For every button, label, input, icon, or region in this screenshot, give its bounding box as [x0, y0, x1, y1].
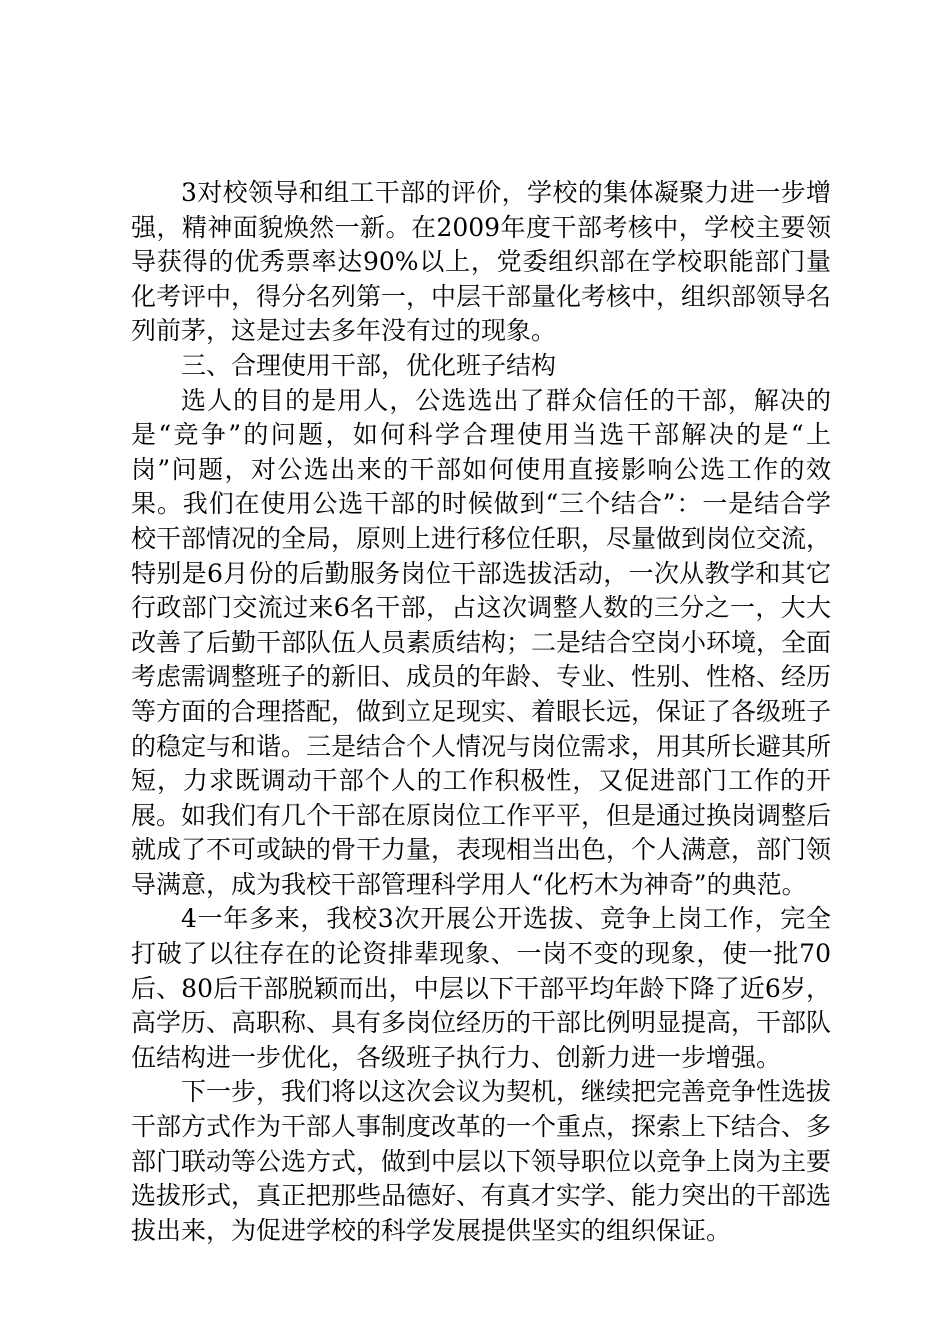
- paragraph-results: 4一年多来，我校3次开展公开选拔、竞争上岗工作，完全打破了以往存在的论资排辈现象、一岗不变的现象，使一批70后、80后干部脱颖而出，中层以下干部平均年龄下降了近6岁，高学历、高职称、具有多岗位经历的干部比例明显提高，干部队伍结构进一步优化，各级班子执行力、创新力进一步增强。: [131, 904, 832, 1072]
- document-body: [131, 176, 831, 1248]
- paragraph-next-steps: 下一步，我们将以这次会议为契机，继续把完善竞争性选拔干部方式作为干部人事制度改革的一个重点，探索上下结合、多部门联动等公选方式，做到中层以下领导职位以竞争上岗为主要选拔形式，真正把那些品德好、有真才实学、能力突出的干部选拔出来，为促进学校的科学发展提供坚实的组织保证。: [131, 1077, 832, 1245]
- paragraph-evaluation: 3对校领导和组工干部的评价，学校的集体凝聚力进一步增强，精神面貌焕然一新。在2009年度干部考核中，学校主要领导获得的优秀票率达90%以上，党委组织部在学校职能部门量化考评中，得分名列第一，中层干部量化考核中，组织部领导名列前茅，这是过去多年没有过的现象。: [131, 178, 832, 346]
- paragraph-cadre-usage: 选人的目的是用人，公选选出了群众信任的干部，解决的是“竞争”的问题，如何科学合理使用当选干部解决的是“上岗”问题，对公选出来的干部如何使用直接影响公选工作的效果。我们在使用公选干部的时候做到“三个结合”：一是结合学校干部情况的全局，原则上进行移位任职，尽量做到岗位交流，特别是6月份的后勤服务岗位干部选拔活动，一次从教学和其它行政部门交流过来6名干部，占这次调整人数的三分之一，大大改善了后勤干部队伍人员素质结构；二是结合空岗小环境，全面考虑需调整班子的新旧、成员的年龄、专业、性别、性格、经历等方面的合理搭配，做到立足现实、着眼长远，保证了各级班子的稳定与和谐。三是结合个人情况与岗位需求，用其所长避其所短，力求既调动干部个人的工作积极性，又促进部门工作的开展。如我们有几个干部在原岗位工作平平，但是通过换岗调整后就成了不可或缺的骨干力量，表现相当出色，个人满意，部门领导满意，成为我校干部管理科学用人“化朽木为神奇”的典范。: [131, 385, 832, 899]
- section-heading: 三、合理使用干部，优化班子结构: [181, 350, 557, 380]
